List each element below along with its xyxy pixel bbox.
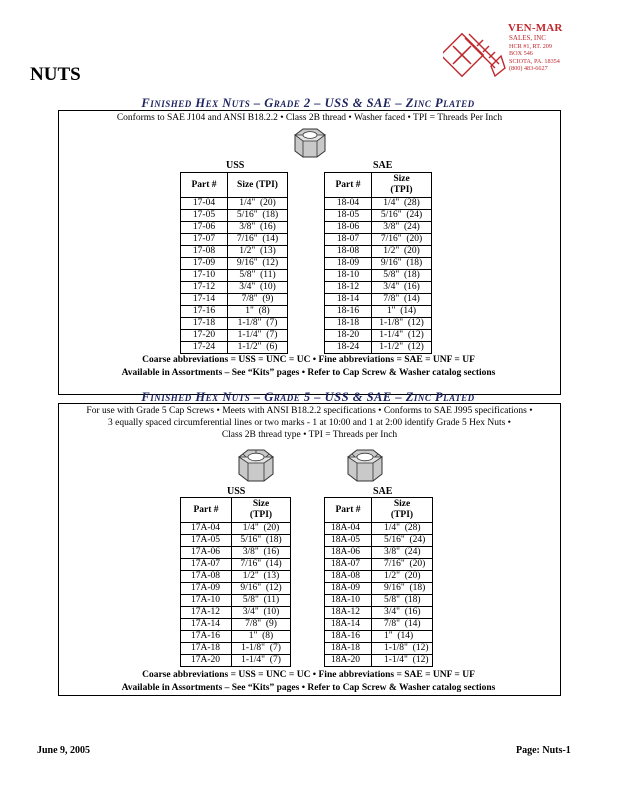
part-number-cell: 17A-09	[181, 583, 232, 595]
part-number-cell: 18A-09	[325, 583, 372, 595]
ven-mar-logo	[443, 22, 593, 88]
part-number-cell: 18A-18	[325, 643, 372, 655]
part-number-cell: 17-07	[181, 234, 228, 246]
part-number-cell: 18A-20	[325, 655, 372, 667]
size-tpi-cell: 9/16" (12)	[228, 258, 288, 270]
part-number-cell: 17-16	[181, 306, 228, 318]
table-row	[181, 547, 291, 559]
table-row	[325, 571, 433, 583]
part-number-cell: 17-20	[181, 330, 228, 342]
table-row	[181, 210, 288, 222]
section2-description-3: Class 2B thread type • TPI = Threads per Inch	[221, 430, 398, 440]
section2-uss-table	[180, 497, 291, 667]
size-tpi-cell: 7/16" (20)	[372, 234, 432, 246]
table-row	[325, 282, 432, 294]
size-tpi-cell: 1-1/8" (7)	[228, 318, 288, 330]
size-tpi-cell: 1/2" (13)	[228, 246, 288, 258]
table-row	[325, 222, 432, 234]
table-row	[181, 234, 288, 246]
size-tpi-cell: 5/16" (18)	[232, 535, 291, 547]
size-tpi-cell: 1-1/8" (12)	[372, 643, 433, 655]
grade5-hex-nut-icon	[233, 448, 279, 484]
table-row	[325, 595, 433, 607]
size-tpi-cell: 1" (8)	[232, 631, 291, 643]
size-tpi-cell: 5/16" (24)	[372, 210, 432, 222]
table-row	[181, 571, 291, 583]
part-number-cell: 18A-14	[325, 619, 372, 631]
part-number-cell: 18A-10	[325, 595, 372, 607]
part-number-cell: 18A-12	[325, 607, 372, 619]
col-header-part: Part #	[325, 498, 372, 523]
part-number-cell: 17A-05	[181, 535, 232, 547]
col-header-size	[372, 498, 433, 523]
part-number-cell: 17-06	[181, 222, 228, 234]
size-tpi-cell: 7/8" (9)	[232, 619, 291, 631]
part-number-cell: 17-14	[181, 294, 228, 306]
size-tpi-cell: 1" (14)	[372, 306, 432, 318]
part-number-cell: 18-06	[325, 222, 372, 234]
table-row	[181, 631, 291, 643]
grade5-hex-nut-icon	[342, 448, 388, 484]
size-tpi-cell: 3/8" (24)	[372, 222, 432, 234]
table-row	[181, 282, 288, 294]
section1-heading: Finished Hex Nuts – Grade 2 – USS & SAE – Zinc Plated	[141, 96, 475, 110]
size-tpi-cell: 9/16" (18)	[372, 583, 433, 595]
part-number-cell: 18A-16	[325, 631, 372, 643]
part-number-cell: 17A-18	[181, 643, 232, 655]
part-number-cell: 18A-06	[325, 547, 372, 559]
col-header-size-line1: Size	[393, 499, 411, 509]
part-number-cell: 17-09	[181, 258, 228, 270]
size-tpi-cell: 7/16" (20)	[372, 559, 433, 571]
table-row	[325, 234, 432, 246]
part-number-cell: 17A-14	[181, 619, 232, 631]
size-tpi-cell: 1" (8)	[228, 306, 288, 318]
table-row	[325, 294, 432, 306]
section1-kits-note: Available in Assortments – See “Kits” pages • Refer to Cap Screw & Washer catalog sections	[121, 368, 496, 378]
table-row	[181, 643, 291, 655]
section2-description-2: 3 equally spaced circumferential lines or two marks - 1 at 10:00 and 1 at 2:00 identify Grade 5 Hex Nuts •	[107, 418, 511, 428]
size-tpi-cell: 5/8" (11)	[232, 595, 291, 607]
col-header-part: Part #	[325, 173, 372, 198]
part-number-cell: 17A-20	[181, 655, 232, 667]
part-number-cell: 18-14	[325, 294, 372, 306]
table-row	[325, 210, 432, 222]
table-row	[325, 655, 433, 667]
part-number-cell: 17-18	[181, 318, 228, 330]
size-tpi-cell: 1-1/2" (6)	[228, 342, 288, 354]
table-row	[325, 547, 433, 559]
part-number-cell: 18A-04	[325, 523, 372, 535]
section2-heading: Finished Hex Nuts – Grade 5 – USS & SAE – Zinc Plated	[141, 390, 475, 404]
table-row	[325, 330, 432, 342]
part-number-cell: 18-04	[325, 198, 372, 210]
section1-uss-label: USS	[226, 160, 245, 171]
part-number-cell: 18-12	[325, 282, 372, 294]
table-row	[325, 306, 432, 318]
part-number-cell: 18-05	[325, 210, 372, 222]
table-row	[325, 619, 433, 631]
part-number-cell: 18-18	[325, 318, 372, 330]
table-row	[181, 318, 288, 330]
table-row	[181, 306, 288, 318]
section2-uss-label: USS	[227, 486, 246, 497]
size-tpi-cell: 7/16" (14)	[228, 234, 288, 246]
table-row	[181, 619, 291, 631]
section2-sae-label: SAE	[373, 486, 393, 497]
part-number-cell: 17-24	[181, 342, 228, 354]
footer-page-number: Page: Nuts-1	[516, 745, 571, 756]
table-row	[325, 342, 432, 354]
size-tpi-cell: 3/8" (24)	[372, 547, 433, 559]
part-number-cell: 18-07	[325, 234, 372, 246]
section1-uss-table	[180, 172, 288, 354]
footer-date: June 9, 2005	[37, 745, 91, 756]
table-row	[181, 342, 288, 354]
section2-box	[58, 403, 561, 696]
size-tpi-cell: 1-1/4" (12)	[372, 655, 433, 667]
part-number-cell: 18A-08	[325, 571, 372, 583]
col-header-size	[232, 498, 291, 523]
part-number-cell: 18-20	[325, 330, 372, 342]
section2-kits-note: Available in Assortments – See “Kits” pages • Refer to Cap Screw & Washer catalog sections	[121, 683, 496, 693]
col-header-size-line2: (TPI)	[249, 510, 273, 520]
size-tpi-cell: 1-1/4" (7)	[232, 655, 291, 667]
size-tpi-cell: 3/4" (10)	[228, 282, 288, 294]
logo-mark-icon	[443, 26, 509, 84]
size-tpi-cell: 5/16" (24)	[372, 535, 433, 547]
hex-nut-icon	[289, 127, 331, 161]
part-number-cell: 17-08	[181, 246, 228, 258]
size-tpi-cell: 5/16" (18)	[228, 210, 288, 222]
table-row	[325, 643, 433, 655]
section1-abbrev-note: Coarse abbreviations = USS = UNC = UC • Fine abbreviations = SAE = UNF = UF	[142, 355, 475, 365]
size-tpi-cell: 1-1/8" (7)	[232, 643, 291, 655]
table-row	[325, 583, 433, 595]
section2-sae-table	[324, 497, 433, 667]
table-row	[181, 559, 291, 571]
table-row	[181, 294, 288, 306]
part-number-cell: 17-05	[181, 210, 228, 222]
table-row	[181, 523, 291, 535]
size-tpi-cell: 1/2" (13)	[232, 571, 291, 583]
size-tpi-cell: 9/16" (12)	[232, 583, 291, 595]
size-tpi-cell: 9/16" (18)	[372, 258, 432, 270]
size-tpi-cell: 3/8" (16)	[228, 222, 288, 234]
section2-abbrev-note: Coarse abbreviations = USS = UNC = UC • Fine abbreviations = SAE = UNF = UF	[142, 670, 475, 680]
col-header-size-line1: Size	[252, 499, 270, 509]
size-tpi-cell: 7/8" (14)	[372, 294, 432, 306]
logo-address-lines: HCR #1, RT. 209 BOX 546 SCIOTA, PA. 18354 (800) 483-6627	[509, 42, 560, 73]
size-tpi-cell: 5/8" (11)	[228, 270, 288, 282]
logo-sales-line: SALES, INC	[509, 34, 546, 42]
col-header-size-line2: (TPI)	[390, 185, 413, 195]
table-row	[181, 198, 288, 210]
logo-address	[509, 35, 560, 73]
table-row	[325, 535, 433, 547]
size-tpi-cell: 1-1/8" (12)	[372, 318, 432, 330]
size-tpi-cell: 1/4" (28)	[372, 198, 432, 210]
size-tpi-cell: 7/8" (14)	[372, 619, 433, 631]
col-header-part: Part #	[181, 173, 228, 198]
size-tpi-cell: 5/8" (18)	[372, 595, 433, 607]
table-row	[325, 198, 432, 210]
size-tpi-cell: 3/4" (10)	[232, 607, 291, 619]
part-number-cell: 18-10	[325, 270, 372, 282]
size-tpi-cell: 1-1/2" (12)	[372, 342, 432, 354]
size-tpi-cell: 1-1/4" (12)	[372, 330, 432, 342]
size-tpi-cell: 7/16" (14)	[232, 559, 291, 571]
table-row	[325, 631, 433, 643]
table-row	[325, 318, 432, 330]
col-header-part: Part #	[181, 498, 232, 523]
size-tpi-cell: 1-1/4" (7)	[228, 330, 288, 342]
col-header-size: Size (TPI)	[228, 173, 288, 198]
table-row	[325, 246, 432, 258]
size-tpi-cell: 1" (14)	[372, 631, 433, 643]
section2-description-1: For use with Grade 5 Cap Screws • Meets with ANSI B18.2.2 specifications • Conforms to SAE J995 specifications •	[86, 406, 533, 416]
part-number-cell: 17-04	[181, 198, 228, 210]
size-tpi-cell: 1/2" (20)	[372, 571, 433, 583]
part-number-cell: 18-16	[325, 306, 372, 318]
size-tpi-cell: 1/4" (20)	[228, 198, 288, 210]
col-header-size-line2: (TPI)	[390, 510, 414, 520]
col-header-size	[372, 173, 432, 198]
part-number-cell: 17A-16	[181, 631, 232, 643]
part-number-cell: 18A-05	[325, 535, 372, 547]
size-tpi-cell: 1/4" (28)	[372, 523, 433, 535]
size-tpi-cell: 7/8" (9)	[228, 294, 288, 306]
table-row	[181, 595, 291, 607]
part-number-cell: 18A-07	[325, 559, 372, 571]
part-number-cell: 17A-12	[181, 607, 232, 619]
col-header-size-line1: Size	[393, 174, 410, 184]
part-number-cell: 17A-10	[181, 595, 232, 607]
part-number-cell: 17A-04	[181, 523, 232, 535]
table-row	[181, 270, 288, 282]
table-row	[325, 607, 433, 619]
part-number-cell: 17A-06	[181, 547, 232, 559]
table-row	[181, 246, 288, 258]
table-row	[325, 258, 432, 270]
part-number-cell: 17A-08	[181, 571, 232, 583]
table-row	[181, 655, 291, 667]
size-tpi-cell: 5/8" (18)	[372, 270, 432, 282]
size-tpi-cell: 3/8" (16)	[232, 547, 291, 559]
part-number-cell: 18-08	[325, 246, 372, 258]
part-number-cell: 17A-07	[181, 559, 232, 571]
table-row	[181, 330, 288, 342]
table-row	[181, 535, 291, 547]
size-tpi-cell: 3/4" (16)	[372, 282, 432, 294]
table-row	[325, 559, 433, 571]
part-number-cell: 18-09	[325, 258, 372, 270]
size-tpi-cell: 1/2" (20)	[372, 246, 432, 258]
table-row	[325, 523, 433, 535]
page-title: NUTS	[30, 64, 81, 85]
section1-sae-table	[324, 172, 432, 354]
table-row	[181, 607, 291, 619]
table-row	[181, 222, 288, 234]
table-row	[181, 583, 291, 595]
size-tpi-cell: 3/4" (16)	[372, 607, 433, 619]
section1-description: Conforms to SAE J104 and ANSI B18.2.2 • Class 2B thread • Washer faced • TPI = Threads Per Inch	[116, 113, 503, 123]
table-row	[181, 258, 288, 270]
part-number-cell: 17-12	[181, 282, 228, 294]
table-row	[325, 270, 432, 282]
section1-sae-label: SAE	[373, 160, 393, 171]
part-number-cell: 18-24	[325, 342, 372, 354]
size-tpi-cell: 1/4" (20)	[232, 523, 291, 535]
logo-brand: VEN-MAR	[508, 22, 563, 34]
part-number-cell: 17-10	[181, 270, 228, 282]
